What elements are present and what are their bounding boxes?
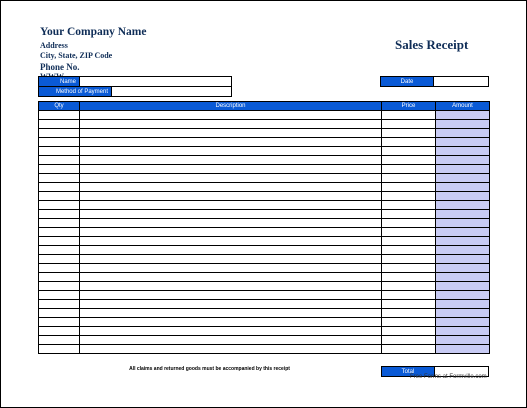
description-cell[interactable] bbox=[80, 282, 382, 291]
price-cell[interactable] bbox=[382, 246, 436, 255]
table-row bbox=[39, 129, 490, 138]
qty-cell[interactable] bbox=[39, 264, 80, 273]
table-row bbox=[39, 219, 490, 228]
table-row bbox=[39, 345, 490, 354]
table-row bbox=[39, 120, 490, 129]
description-cell[interactable] bbox=[80, 327, 382, 336]
price-cell[interactable] bbox=[382, 156, 436, 165]
page-title: Sales Receipt bbox=[395, 37, 469, 52]
qty-cell[interactable] bbox=[39, 147, 80, 156]
description-cell[interactable] bbox=[80, 264, 382, 273]
qty-cell[interactable] bbox=[39, 219, 80, 228]
price-cell[interactable] bbox=[382, 345, 436, 354]
description-cell[interactable] bbox=[80, 174, 382, 183]
description-cell[interactable] bbox=[80, 165, 382, 174]
method-field[interactable] bbox=[111, 86, 232, 97]
qty-cell[interactable] bbox=[39, 129, 80, 138]
qty-cell[interactable] bbox=[39, 282, 80, 291]
qty-cell[interactable] bbox=[39, 174, 80, 183]
col-price: Price bbox=[382, 102, 436, 111]
total-label: Total bbox=[381, 366, 435, 377]
amount-cell[interactable] bbox=[436, 282, 490, 291]
qty-cell[interactable] bbox=[39, 237, 80, 246]
price-cell[interactable] bbox=[382, 210, 436, 219]
table-row bbox=[39, 156, 490, 165]
col-amount: Amount bbox=[436, 102, 490, 111]
table-row bbox=[39, 255, 490, 264]
items-table bbox=[38, 101, 490, 354]
amount-cell[interactable] bbox=[436, 336, 490, 345]
amount-cell[interactable] bbox=[436, 273, 490, 282]
price-cell[interactable] bbox=[382, 309, 436, 318]
qty-cell[interactable] bbox=[39, 183, 80, 192]
company-name: Your Company Name bbox=[40, 26, 147, 38]
amount-cell[interactable] bbox=[436, 228, 490, 237]
date-field[interactable] bbox=[433, 76, 489, 87]
table-row bbox=[39, 165, 490, 174]
price-cell[interactable] bbox=[382, 336, 436, 345]
table-row bbox=[39, 210, 490, 219]
amount-cell[interactable] bbox=[436, 327, 490, 336]
price-cell[interactable] bbox=[382, 120, 436, 129]
company-phone: Phone No. bbox=[40, 62, 80, 72]
table-row bbox=[39, 291, 490, 300]
table-row bbox=[39, 309, 490, 318]
description-cell[interactable] bbox=[80, 300, 382, 309]
qty-cell[interactable] bbox=[39, 255, 80, 264]
description-cell[interactable] bbox=[80, 309, 382, 318]
table-row bbox=[39, 336, 490, 345]
price-cell[interactable] bbox=[382, 165, 436, 174]
table-row bbox=[39, 138, 490, 147]
description-cell[interactable] bbox=[80, 237, 382, 246]
price-cell[interactable] bbox=[382, 192, 436, 201]
price-cell[interactable] bbox=[382, 327, 436, 336]
company-block bbox=[40, 26, 147, 82]
qty-cell[interactable] bbox=[39, 336, 80, 345]
price-cell[interactable] bbox=[382, 228, 436, 237]
price-cell[interactable] bbox=[382, 183, 436, 192]
description-cell[interactable] bbox=[80, 129, 382, 138]
amount-cell[interactable] bbox=[436, 264, 490, 273]
price-cell[interactable] bbox=[382, 237, 436, 246]
table-row bbox=[39, 192, 490, 201]
amount-cell[interactable] bbox=[436, 201, 490, 210]
credit-text: Free Forms at Formville.com bbox=[410, 374, 487, 380]
date-label: Date bbox=[380, 76, 434, 87]
amount-cell[interactable] bbox=[436, 318, 490, 327]
table-row bbox=[39, 327, 490, 336]
qty-cell[interactable] bbox=[39, 156, 80, 165]
description-cell[interactable] bbox=[80, 255, 382, 264]
description-cell[interactable] bbox=[80, 318, 382, 327]
description-cell[interactable] bbox=[80, 273, 382, 282]
company-city: City, State, ZIP Code bbox=[40, 51, 113, 60]
amount-cell[interactable] bbox=[436, 246, 490, 255]
description-cell[interactable] bbox=[80, 111, 382, 120]
price-cell[interactable] bbox=[382, 318, 436, 327]
price-cell[interactable] bbox=[382, 291, 436, 300]
qty-cell[interactable] bbox=[39, 111, 80, 120]
amount-cell[interactable] bbox=[436, 291, 490, 300]
table-row bbox=[39, 273, 490, 282]
table-row bbox=[39, 183, 490, 192]
price-cell[interactable] bbox=[382, 129, 436, 138]
qty-cell[interactable] bbox=[39, 210, 80, 219]
amount-cell[interactable] bbox=[436, 237, 490, 246]
description-cell[interactable] bbox=[80, 210, 382, 219]
qty-cell[interactable] bbox=[39, 309, 80, 318]
amount-cell[interactable] bbox=[436, 129, 490, 138]
name-label: Name bbox=[38, 76, 80, 87]
price-cell[interactable] bbox=[382, 255, 436, 264]
price-cell[interactable] bbox=[382, 264, 436, 273]
qty-cell[interactable] bbox=[39, 138, 80, 147]
price-cell[interactable] bbox=[382, 174, 436, 183]
description-cell[interactable] bbox=[80, 183, 382, 192]
description-cell[interactable] bbox=[80, 147, 382, 156]
method-label: Method of Payment bbox=[38, 86, 112, 97]
description-cell[interactable] bbox=[80, 345, 382, 354]
description-cell[interactable] bbox=[80, 228, 382, 237]
qty-cell[interactable] bbox=[39, 291, 80, 300]
table-row bbox=[39, 264, 490, 273]
col-qty: Qty bbox=[39, 102, 80, 111]
qty-cell[interactable] bbox=[39, 120, 80, 129]
amount-cell[interactable] bbox=[436, 345, 490, 354]
qty-cell[interactable] bbox=[39, 345, 80, 354]
table-row bbox=[39, 201, 490, 210]
table-row bbox=[39, 147, 490, 156]
amount-cell[interactable] bbox=[436, 210, 490, 219]
table-row bbox=[39, 282, 490, 291]
amount-cell[interactable] bbox=[436, 309, 490, 318]
amount-cell[interactable] bbox=[436, 120, 490, 129]
qty-cell[interactable] bbox=[39, 165, 80, 174]
table-row bbox=[39, 237, 490, 246]
description-cell[interactable] bbox=[80, 246, 382, 255]
table-header-row bbox=[39, 102, 490, 111]
price-cell[interactable] bbox=[382, 300, 436, 309]
table-row bbox=[39, 228, 490, 237]
qty-cell[interactable] bbox=[39, 327, 80, 336]
price-cell[interactable] bbox=[382, 111, 436, 120]
qty-cell[interactable] bbox=[39, 300, 80, 309]
amount-cell[interactable] bbox=[436, 165, 490, 174]
table-row bbox=[39, 300, 490, 309]
description-cell[interactable] bbox=[80, 201, 382, 210]
qty-cell[interactable] bbox=[39, 201, 80, 210]
price-cell[interactable] bbox=[382, 201, 436, 210]
description-cell[interactable] bbox=[80, 156, 382, 165]
description-cell[interactable] bbox=[80, 138, 382, 147]
amount-cell[interactable] bbox=[436, 300, 490, 309]
description-cell[interactable] bbox=[80, 120, 382, 129]
amount-cell[interactable] bbox=[436, 138, 490, 147]
amount-cell[interactable] bbox=[436, 183, 490, 192]
qty-cell[interactable] bbox=[39, 273, 80, 282]
amount-cell[interactable] bbox=[436, 219, 490, 228]
qty-cell[interactable] bbox=[39, 192, 80, 201]
company-address: Address bbox=[40, 41, 68, 50]
table-row bbox=[39, 174, 490, 183]
description-cell[interactable] bbox=[80, 291, 382, 300]
table-row bbox=[39, 111, 490, 120]
price-cell[interactable] bbox=[382, 138, 436, 147]
table-row bbox=[39, 246, 490, 255]
qty-cell[interactable] bbox=[39, 318, 80, 327]
amount-cell[interactable] bbox=[436, 255, 490, 264]
qty-cell[interactable] bbox=[39, 246, 80, 255]
description-cell[interactable] bbox=[80, 192, 382, 201]
claims-note: All claims and returned goods must be accompanied by this receipt bbox=[129, 366, 290, 372]
amount-cell[interactable] bbox=[436, 174, 490, 183]
description-cell[interactable] bbox=[80, 219, 382, 228]
price-cell[interactable] bbox=[382, 273, 436, 282]
price-cell[interactable] bbox=[382, 147, 436, 156]
amount-cell[interactable] bbox=[436, 156, 490, 165]
table-row bbox=[39, 318, 490, 327]
description-cell[interactable] bbox=[80, 336, 382, 345]
amount-cell[interactable] bbox=[436, 111, 490, 120]
amount-cell[interactable] bbox=[436, 147, 490, 156]
amount-cell[interactable] bbox=[436, 192, 490, 201]
qty-cell[interactable] bbox=[39, 228, 80, 237]
price-cell[interactable] bbox=[382, 282, 436, 291]
price-cell[interactable] bbox=[382, 219, 436, 228]
col-description: Description bbox=[80, 102, 382, 111]
